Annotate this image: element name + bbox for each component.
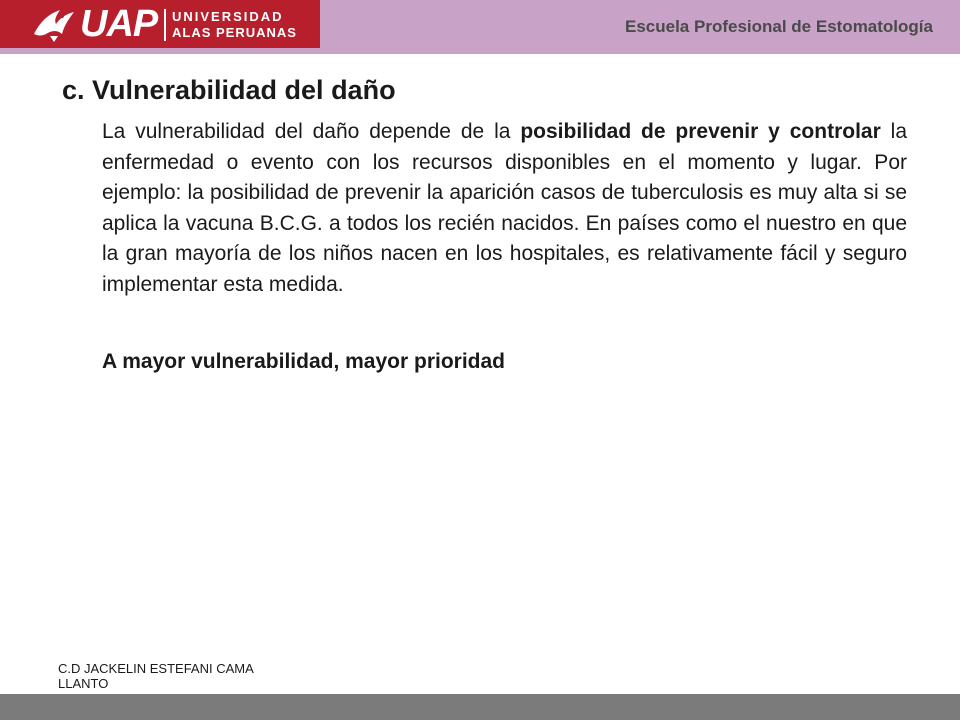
university-logo: [0, 0, 320, 48]
footer-bar: [0, 694, 960, 720]
school-name: Escuela Profesional de Estomatología: [625, 17, 933, 36]
paragraph-emphasis: posibilidad de prevenir y controlar: [520, 120, 881, 143]
logo-divider: [164, 9, 166, 41]
paragraph-text-1: La vulnerabilidad del daño depende de la: [102, 120, 521, 143]
logo-name-line1: UNIVERSIDAD: [172, 9, 284, 24]
author-credit: C.D JACKELIN ESTEFANI CAMA LLANTO: [58, 661, 254, 691]
body-paragraph: [102, 117, 907, 300]
winged-emblem-icon: [32, 4, 76, 44]
logo-name-line2: ALAS PERUANAS: [172, 25, 297, 40]
logo-brand-text: UAP: [80, 3, 158, 45]
conclusion-statement: A mayor vulnerabilidad, mayor prioridad: [102, 350, 505, 373]
slide-title: c. Vulnerabilidad del daño: [62, 75, 396, 105]
paragraph-text-2: la enfermedad o evento con los recursos disponibles en el momento y lugar. Por ejemplo: la posibilidad de prevenir la aparición casos de tuberculosis es muy alta si se aplica la vacuna B.C.G. a todos los recién nacidos. En países como el nuestro en que la gran mayoría de los niños nacen en los hospitales, es relativamente fácil y seguro implementar esta medida.: [102, 120, 907, 296]
header-band: [0, 0, 960, 54]
